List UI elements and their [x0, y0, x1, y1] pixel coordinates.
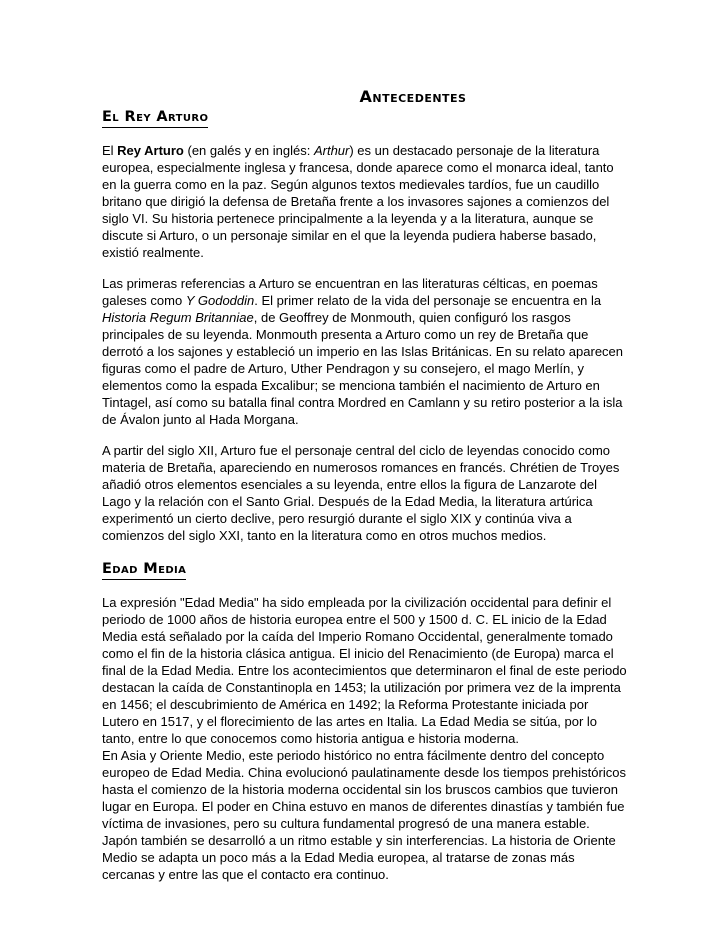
text-run: . El primer relato de la vida del personaje se encuentra en la	[254, 293, 602, 308]
bold-term: Rey Arturo	[117, 143, 184, 158]
section-heading-rey-arturo: El Rey Arturo	[102, 108, 208, 128]
paragraph-edad-media-1: La expresión "Edad Media" ha sido empleada por la civilización occidental para definir el periodo de 1000 años de historia europea entre el 500 y 1500 d. C. EL inicio de la Edad Media está señalado por la caída del Imperio Romano Occidental, generalmente tomado como el fin de la historia clásica antigua. El inicio del Renacimiento (de Europa) marca el final de la Edad Media. Entre los acontecimientos que determinaron el final de este periodo destacan la caída de Constantinopla en 1453; la utilización por primera vez de la imprenta en 1456; el descubrimiento de América en 1492; la Reforma Protestante iniciada por Lutero en 1517, y el florecimiento de las artes en Italia. La Edad Media se sitúa, por lo tanto, entre lo que conocemos como historia antigua e historia moderna.	[102, 595, 627, 746]
italic-title: Historia Regum Britanniae	[102, 310, 254, 325]
italic-term: Arthur	[313, 143, 350, 158]
text-run: , de Geoffrey de Monmouth, quien configuró los rasgos principales de su leyenda. Monmouth presenta a Arturo como un rey de Bretaña que derrotó a los sajones y estableció un imperio en las Islas Británicas. En su relato aparecen figuras como el padre de Arturo, Uther Pendragon y su consejero, el mago Merlín, y elementos como la espada Excalibur; se menciona también el nacimiento de Arturo en Tintagel, así como su batalla final contra Mordred en Camlann y su retiro posterior a la isla de Ávalon junto al Hada Morgana.	[102, 310, 624, 427]
paragraph-rey-arturo-1	[102, 142, 628, 261]
section-rey-arturo	[102, 108, 628, 128]
text-run: (en galés y en inglés:	[183, 143, 314, 158]
text-run: ) es un destacado personaje de la literatura europea, especialmente inglesa y francesa, donde aparece como el monarca ideal, tanto en la guerra como en la paz. Según algunos textos medievales tardíos, fue un caudillo britano que dirigió la defensa de Bretaña frente a los invasores sajones a comienzos del siglo VI. Su historia pertenece principalmente a la leyenda y a la literatura, aunque se discute si Arturo, o un personaje similar en el que la leyenda pudiera haberse basado, existió realmente.	[102, 143, 614, 260]
text-run: El	[102, 143, 118, 158]
italic-title: Y Gododdin	[185, 293, 255, 308]
section-edad-media	[102, 560, 628, 580]
paragraph-rey-arturo-3: A partir del siglo XII, Arturo fue el personaje central del ciclo de leyendas conocido como materia de Bretaña, apareciendo en numerosos romances en francés. Chrétien de Troyes añadió otros elementos esenciales a su leyenda, entre ellos la figura de Lanzarote del Lago y la relación con el Santo Grial. Después de la Edad Media, la literatura artúrica experimentó un cierto declive, pero resurgió durante el siglo XIX y continúa viva a comienzos del siglo XXI, tanto en la literatura como en otros muchos medios.	[102, 443, 620, 543]
page-title: Antecedentes	[359, 87, 467, 106]
document-content	[102, 88, 628, 883]
text-run: Las primeras referencias a Arturo se encuentran en las literaturas célticas, en poemas galeses como	[102, 276, 598, 308]
section-heading-edad-media: Edad Media	[102, 560, 186, 580]
paragraph-rey-arturo-2	[102, 275, 628, 428]
paragraph-edad-media-2: En Asia y Oriente Medio, este periodo histórico no entra fácilmente dentro del concepto europeo de Edad Media. China evolucionó paulatinamente desde los tiempos prehistóricos hasta el comienzo de la historia moderna occidental sin los bruscos cambios que tuvieron lugar en Europa. El poder en China estuvo en manos de diferentes dinastías y también fue víctima de invasiones, pero su cultura fundamental progresó de una manera estable. Japón también se desarrolló a un ritmo estable y sin interferencias. La historia de Oriente Medio se adapta un poco más a la Edad Media europea, al tratarse de zonas más cercanas y entre las que el contacto era continuo.	[102, 748, 626, 882]
